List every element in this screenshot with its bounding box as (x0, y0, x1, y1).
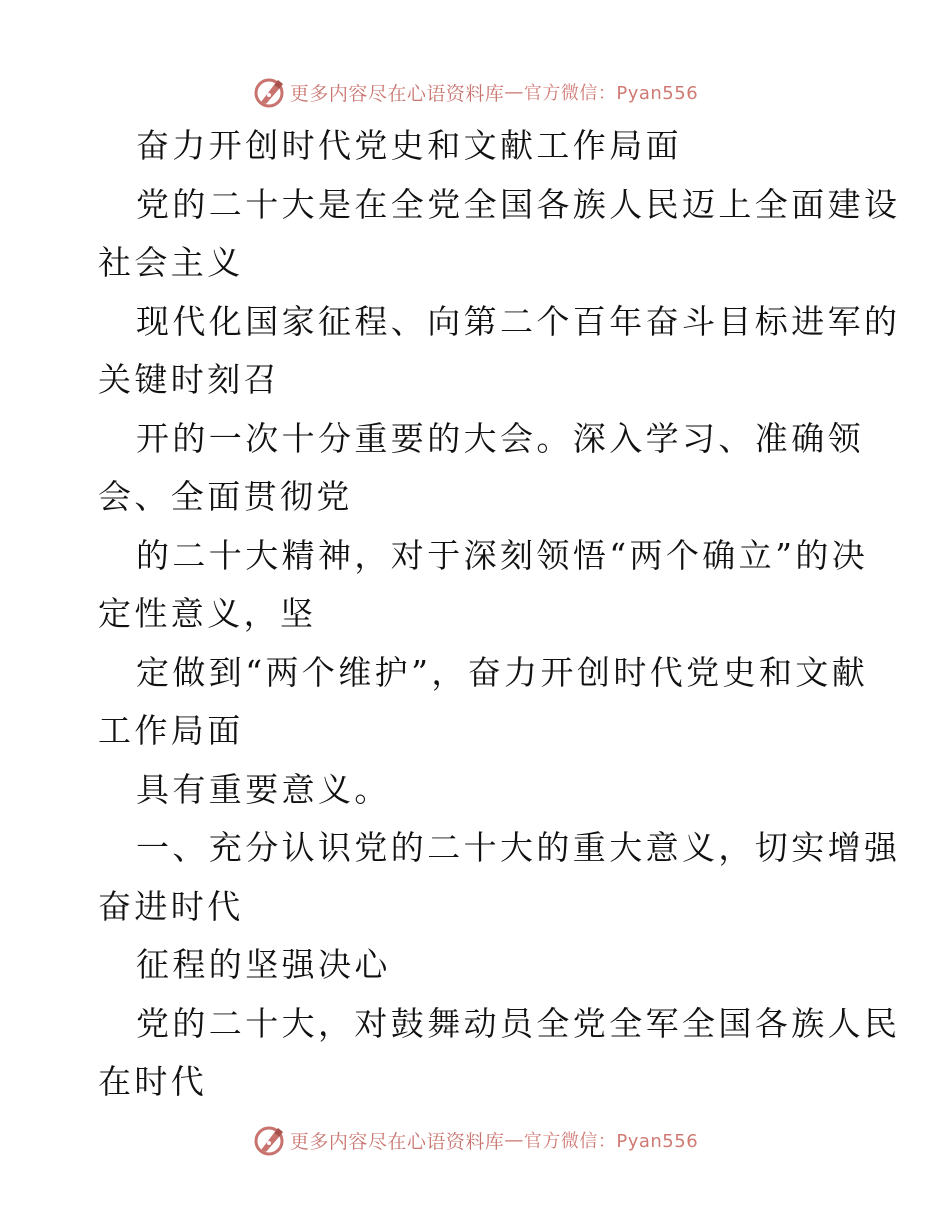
body-line: 党的二十大，对鼓舞动员全党全军全国各族人民 (136, 1003, 901, 1043)
body-line: 奋力开创时代党史和文献工作局面 (136, 126, 682, 165)
body-line: 工作局面 (98, 711, 244, 750)
body-line: 在时代 (98, 1062, 208, 1101)
banner-dash: — (504, 81, 524, 103)
body-line: 开的一次十分重要的大会。深入学习、准确领 (136, 418, 864, 458)
body-line: 的二十大精神，对于深刻领悟“两个确立”的决 (136, 535, 869, 575)
body-line: 社会主义 (98, 243, 244, 282)
body-line: 定做到“两个维护”，奋力开创时代党史和文献 (136, 652, 869, 692)
banner-site-text: 更多内容尽在心语资料库 (289, 82, 505, 105)
banner-wechat-text: 官方微信：Pyan556 (523, 1131, 699, 1152)
body-line: 具有重要意义。 (136, 769, 391, 809)
body-line: 现代化国家征程、向第二个百年奋斗目标进军的 (136, 301, 901, 341)
body-line: 关键时刻召 (98, 360, 280, 399)
footer-banner (0, 1120, 950, 1160)
pen-nib-circle-icon (252, 1123, 286, 1157)
pen-nib-circle-icon (252, 75, 286, 109)
body-line: 征程的坚强决心 (136, 945, 391, 984)
banner-site-text: 更多内容尽在心语资料库 (289, 1130, 505, 1153)
body-line: 党的二十大是在全党全国各族人民迈上全面建设 (136, 184, 901, 224)
banner-dash: — (504, 1129, 524, 1151)
body-line: 奋进时代 (98, 886, 244, 926)
body-line: 会、全面贯彻党 (98, 477, 353, 516)
banner-wechat-text: 官方微信：Pyan556 (523, 83, 699, 104)
body-line: 一、充分认识党的二十大的重大意义，切实增强 (136, 828, 901, 867)
document-body (98, 117, 901, 1112)
header-banner (0, 72, 950, 112)
body-line: 定性意义，坚 (98, 594, 317, 633)
